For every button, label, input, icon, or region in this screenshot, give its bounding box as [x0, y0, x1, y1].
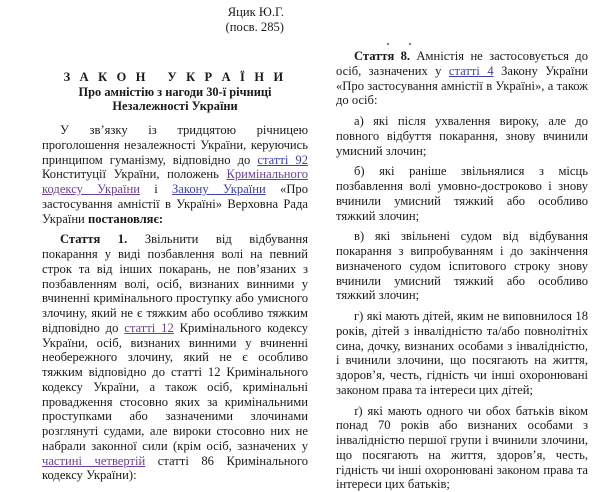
article-1-label: Стаття 1. [60, 232, 127, 246]
article-8-item-g: ґ) які мають одного чи обох батьків віком понад 70 років або визнаних особами з інвалідністю першої групи і вчинили злочини, що посягають на життя, здоров’я, честь, гідність чи інші охоронювані законом права та інтереси цих батьків; [336, 404, 588, 492]
article-8 [336, 49, 588, 108]
article-1-text-2: Кримінального кодексу України, осіб, визнаних винними у вчиненні необережного злочину, який не є особливо тяжким відповідно до статті 12 Кримінального кодексу України, а також осіб, кримінальні провадження стосовно яких за кримінальними проступками або зазначеними злочинами розглянуті судами, але вироки стосовно них не набрали законної сили (крім осіб, зазначених у [42, 321, 308, 453]
article-1-text-3: статті 86 Кримінального кодексу України): [42, 454, 308, 483]
article-8-text-1: Амністія не застосовується до осіб, зазначених у [336, 49, 588, 78]
preamble-resolves: постановляє: [88, 212, 163, 226]
preamble-text-1: У зв’язку із тридцятою річницею проголошення незалежності України, керуючись принципом гуманізму, відповідно до [42, 123, 308, 167]
link-part-four[interactable]: частині четвертій [42, 454, 145, 468]
article-1 [42, 232, 308, 483]
scan-artifact-dots [385, 43, 415, 47]
link-article-12[interactable]: статті 12 [124, 321, 174, 335]
left-column [42, 123, 308, 483]
link-article-92[interactable]: статті 92 [257, 153, 308, 167]
law-title-line2: Незалежності України [42, 99, 308, 114]
preamble [42, 123, 308, 226]
preamble-text-4: «Про застосування амністії в Україні» Верховна Рада України [42, 182, 308, 226]
link-criminal-code[interactable]: Кримінального кодексу України [42, 167, 308, 196]
law-title-line1: Про амністію з нагоди 30-ї річниці [42, 85, 308, 100]
article-8-item-b: б) які раніше звільнялися з місць позбавлення волі умовно-достроково і знову вчинили умисний тяжкий або особливо тяжкий злочин; [336, 164, 588, 223]
link-law-of-ukraine[interactable]: Закону України [172, 182, 266, 196]
article-8-label: Стаття 8. [354, 49, 410, 63]
law-title-main: З А К О Н У К Р А Ї Н И [42, 70, 308, 85]
author-name: Яцик Ю.Г. [226, 5, 284, 20]
scan-dot [387, 43, 389, 45]
article-8-item-a: а) які після ухвалення вироку, але до повного відбуття покарання, знову вчинили умисний злочин; [336, 114, 588, 158]
article-1-text-1: Звільнити від відбування покарання у виді позбавлення волі на певний строк та від інших покарань, не пов’язаних з позбавленням волі, осіб, визнаних винними у вчиненні кримінального проступку або умисного злочину, який не є тяжким або особливо тяжким відповідно до [42, 232, 308, 335]
author-block [226, 5, 284, 35]
scan-dot [409, 43, 411, 45]
preamble-text-3: і [140, 182, 172, 196]
article-8-text-2: Закону України «Про застосування амністії в Україні», а також до осіб: [336, 64, 588, 108]
article-8-item-v: в) які звільнені судом від відбування покарання з випробуванням і до закінчення визначеного судом іспитового строку знову вчинили умисний тяжкий або особливо тяжкий злочин; [336, 229, 588, 303]
article-8-item-h: г) які мають дітей, яким не виповнилося 18 років, дітей з інвалідністю та/або повнолітніх сина, дочку, визнаних особами з інвалідністю, і вчинили злочини, що посягають на життя, здоров’я, честь, гідність чи інші охоронювані законом права та інтереси цих дітей; [336, 309, 588, 398]
preamble-text-2: Конституції України, положень [42, 167, 226, 181]
right-column [336, 49, 588, 492]
law-title [42, 70, 308, 114]
link-article-4[interactable]: статті 4 [449, 64, 494, 78]
author-id: (посв. 285) [226, 20, 284, 35]
